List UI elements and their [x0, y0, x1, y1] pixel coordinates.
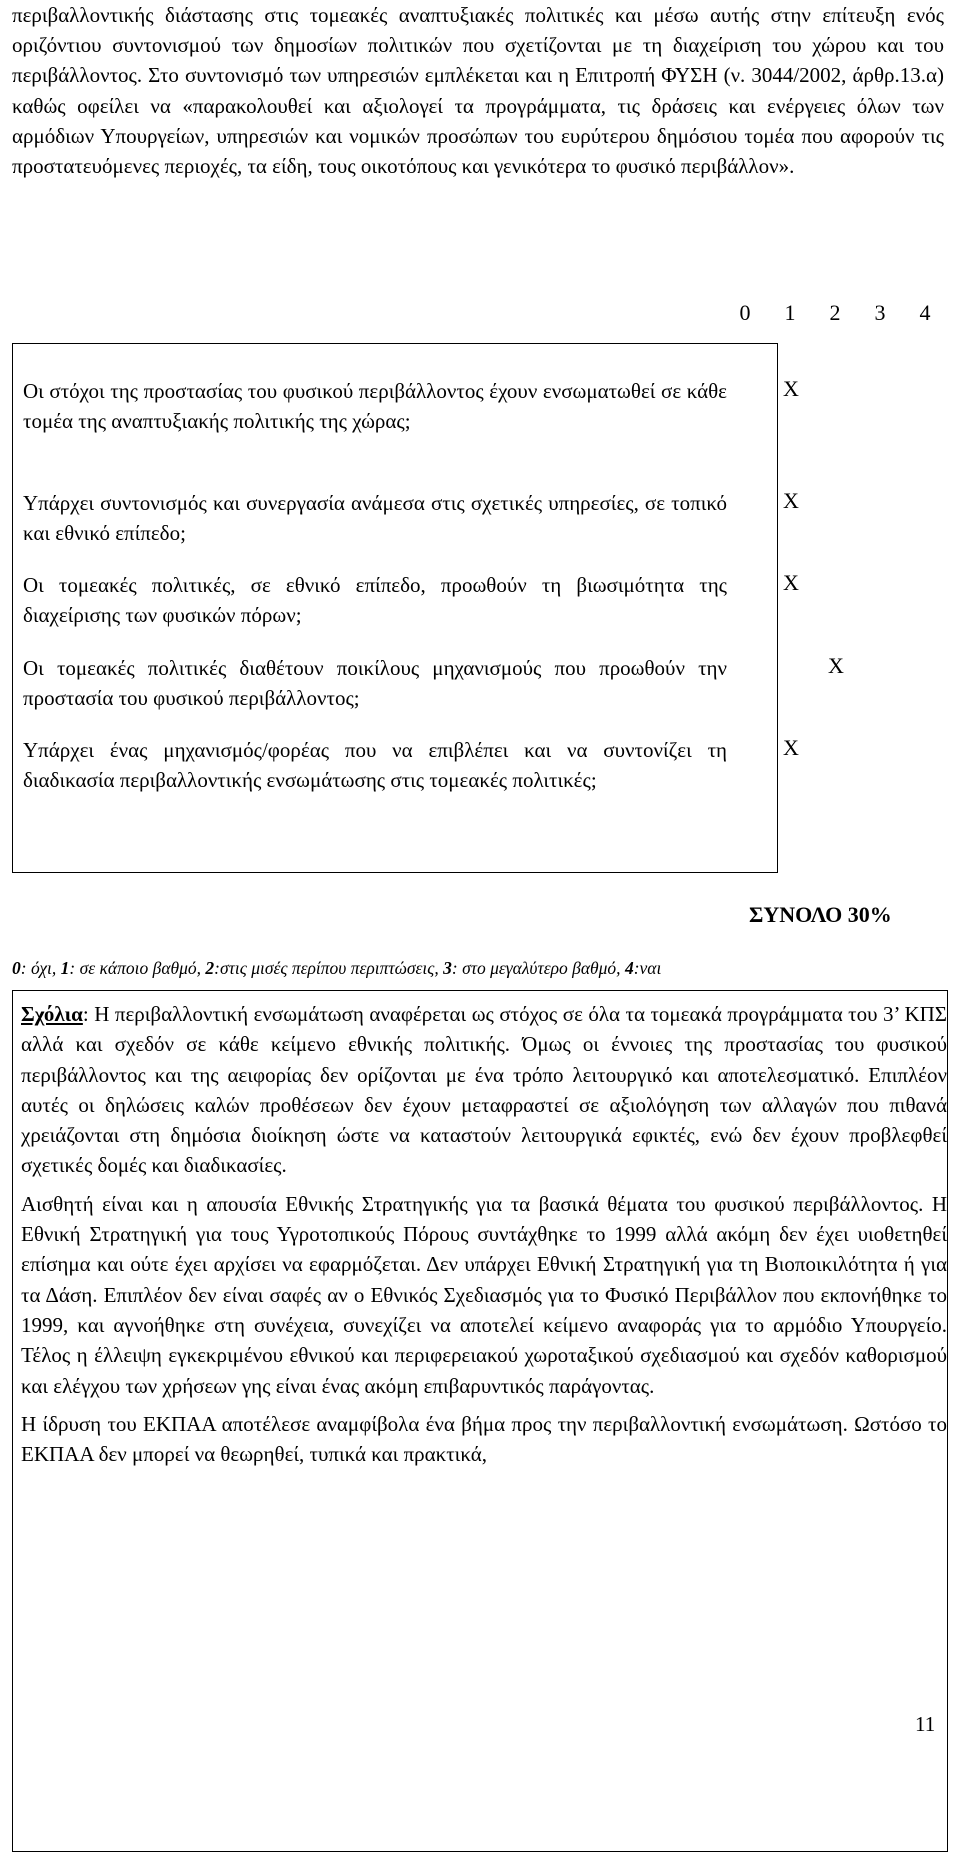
legend-key-2: 2: [205, 958, 215, 978]
comments-paragraph-1: [21, 999, 947, 1181]
legend-key-3: 3: [443, 958, 452, 978]
rating-mark: X: [783, 376, 799, 401]
comments-paragraph-2: Αισθητή είναι και η απουσία Εθνικής Στρατηγικής για τα βασικά θέματα του φυσικού περιβάλλοντος. Η Εθνική Στρατηγική για τους Υγροτοπικούς Πόρους συντάχθηκε το 1999 αλλά ακόμη δεν έχει υιοθετηθεί επίσημα και ούτε έχει αρχίσει να εφαρμόζεται. Δεν υπάρχει Εθνική Στρατηγική για τη Βιοποικιλότητα ή για τα Δάση. Επιπλέον δεν είναι σαφές αν ο Εθνικός Σχεδιασμός για το Φυσικό Περιβάλλον που εκπονήθηκε το 1999, και αγνοήθηκε στη συνέχεια, συνεχίζει να αποτελεί κείμενο αναφοράς για το αρμόδιο Υπουργείο. Τέλος η έλλειψη εγκεκριμένου εθνικού και περιφερειακού χωροταξικού σχεδιασμού και σχεδόν καθορισμού και ελέγχου των χρήσεων γης είναι ένας ακόμη επιβαρυντικός παράγοντας.: [21, 1191, 947, 1398]
scale-4: 4: [919, 300, 931, 325]
document-page: [12, 0, 948, 1762]
scale-3: 3: [874, 300, 886, 325]
comments-body: [21, 999, 947, 1477]
page-number: 11: [915, 1712, 936, 1736]
question-text: Οι τομεακές πολιτικές, σε εθνικό επίπεδο, προωθούν τη βιωσιμότητα της διαχείρισης των φυσικών πόρων;: [23, 573, 727, 627]
scale-1: 1: [784, 300, 796, 325]
comments-paragraph-1-text: : Η περιβαλλοντική ενσωμάτωση αναφέρεται ως στόχος σε όλα τα τομεακά προγράμματα του 3’ ΚΠΣ αλλά και σχεδόν σε κάθε κείμενο εθνικής πολιτικής. Όμως οι έννοιες της προστασίας του φυσικού περιβάλλοντος και της αειφορίας δεν ορίζονται με ένα τρόπο λειτουργικό και αποτελεσματικό. Επιπλέον αυτές οι δηλώσεις καλών προθέσεων δεν έχουν μεταφραστεί σε αξιολόγηση των αλλαγών που πιθανά χρειάζονται στη δημόσια διοίκηση ώστε να καταστούν λειτουργικά εφικτές, ενώ δεν έχουν προβλεφθεί σχετικές δομές και διαδικασίες.: [21, 1002, 947, 1178]
intro-paragraph: περιβαλλοντικής διάστασης στις τομεακές αναπτυξιακές πολιτικές και μέσω αυτής στην επίτευξη ενός οριζόντιου συντονισμού των δημοσίων πολιτικών που σχετίζονται με τη διαχείριση του χώρου και του περιβάλλοντος. Στο συντονισμό των υπηρεσιών εμπλέκεται και η Επιτροπή ΦΥΣΗ (ν. 3044/2002, άρθρ.13.α) καθώς οφείλει να «παρακολουθεί και αξιολογεί τα προγράμματα, τις δράσεις και ενέργειες όλων των αρμόδιων Υπουργείων, υπηρεσιών και νομικών προσώπων του ευρύτερου δημόσιου τομέα που αφορούν τις προστατευόμενες περιοχές, τα είδη, τους οικοτόπους και γενικότερα το φυσικό περιβάλλον».: [12, 3, 944, 179]
legend-value-2: :στις μισές περίπου περιπτώσεις,: [214, 958, 444, 978]
rating-mark: X: [828, 653, 844, 678]
question-text: Υπάρχει ένας μηχανισμός/φορέας που να επιβλέπει και να συντονίζει τη διαδικασία περιβαλλοντικής ενσωμάτωσης στις τομεακές πολιτικές;: [23, 738, 727, 792]
legend-value-0: : όχι,: [20, 958, 61, 978]
rating-legend: [12, 958, 948, 979]
legend-value-4: :ναι: [633, 958, 662, 978]
legend-key-4: 4: [624, 958, 634, 978]
question-text: Οι στόχοι της προστασίας του φυσικού περιβάλλοντος έχουν ενσωματωθεί σε κάθε τομέα της αναπτυξιακής πολιτικής της χώρας;: [23, 379, 727, 433]
comments-box: [12, 990, 948, 1852]
legend-key-1: 1: [60, 958, 70, 978]
scale-0: 0: [739, 300, 751, 325]
comments-paragraph-3: Η ίδρυση του ΕΚΠΑΑ αποτέλεσε αναμφίβολα ένα βήμα προς την περιβαλλοντική ενσωμάτωση. Ωστόσο το ΕΚΠΑΑ δεν μπορεί να θεωρηθεί, τυπικά και πρακτικά,: [21, 1411, 947, 1467]
scale-2: 2: [829, 300, 841, 325]
rating-mark: X: [783, 570, 799, 595]
question-text: Υπάρχει συντονισμός και συνεργασία ανάμεσα στις σχετικές υπηρεσίες, σε τοπικό και εθνικό επίπεδο;: [23, 491, 727, 545]
rating-mark: X: [783, 488, 799, 513]
scale-header: [735, 300, 945, 330]
legend-value-1: : σε κάποιο βαθμό,: [69, 958, 206, 978]
total-score: ΣΥΝΟΛΟ 30%: [749, 902, 892, 927]
legend-value-3: : στο μεγαλύτερο βαθμό,: [451, 958, 625, 978]
questions-box: [12, 343, 844, 873]
question-text: Οι τομεακές πολιτικές διαθέτουν ποικίλους μηχανισμούς που προωθούν την προστασία του φυσικού περιβάλλοντος;: [23, 656, 727, 710]
comments-label: Σχόλια: [21, 1002, 83, 1026]
legend-key-0: 0: [12, 958, 21, 978]
rating-mark: X: [783, 735, 799, 760]
